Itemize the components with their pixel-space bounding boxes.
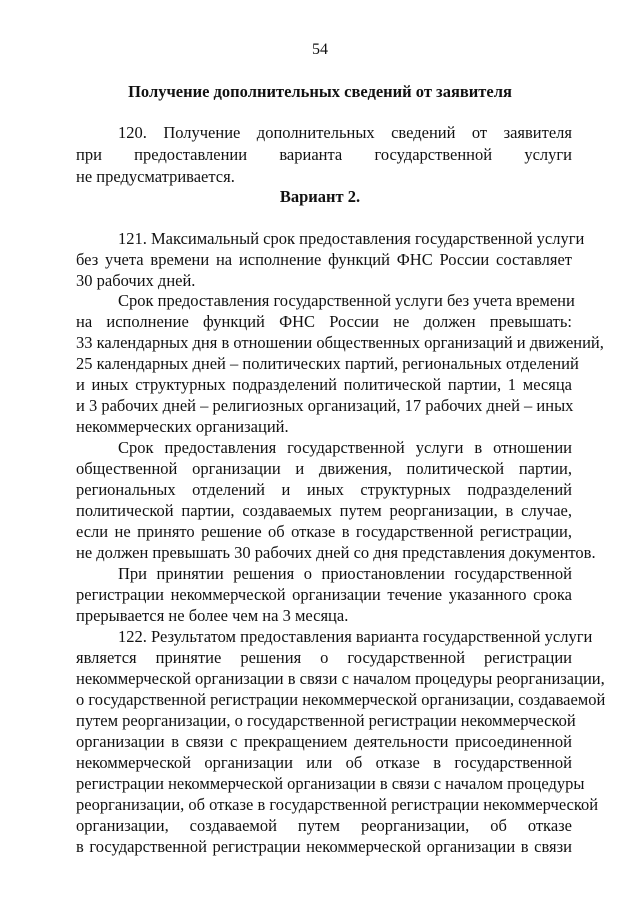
text-line: при предоставлении варианта государственной услуги	[76, 145, 572, 164]
text-line: При принятии решения о приостановлении государственной	[118, 564, 572, 583]
variant-heading: Вариант 2.	[279, 187, 361, 206]
page-number: 54	[312, 41, 328, 58]
text-line: на исполнение функций ФНС России не должен превышать:	[76, 312, 572, 331]
text-line: 122. Результатом предоставления варианта государственной услуги	[118, 627, 593, 646]
text-line: некоммерческой организации в связи с началом процедуры реорганизации,	[76, 669, 605, 688]
text-line: 33 календарных дня в отношении общественных организаций и движений,	[76, 333, 604, 352]
text-line: некоммерческой организации или об отказе в государственной	[76, 753, 572, 772]
text-line: без учета времени на исполнение функций ФНС России составляет	[76, 250, 572, 269]
section-heading: Получение дополнительных сведений от заявителя	[128, 82, 512, 101]
text-line: общественной организации и движения, политической партии,	[76, 459, 572, 478]
text-line: не должен превышать 30 рабочих дней со дня представления документов.	[76, 543, 596, 562]
text-line: реорганизации, об отказе в государственной регистрации некоммерческой	[76, 795, 599, 814]
text-line: не предусматривается.	[76, 167, 235, 186]
text-line: политической партии, создаваемых путем реорганизации, в случае,	[76, 501, 572, 520]
text-line: является принятие решения о государственной регистрации	[76, 648, 572, 667]
text-line: 25 календарных дней – политических партий, региональных отделений	[76, 354, 579, 373]
text-line: и 3 рабочих дней – религиозных организаций, 17 рабочих дней – иных	[76, 396, 574, 415]
text-line: регистрации некоммерческой организации в связи с началом процедуры	[76, 774, 585, 793]
text-line: 121. Максимальный срок предоставления государственной услуги	[118, 229, 585, 248]
text-line: если не принято решение об отказе в государственной регистрации,	[76, 522, 572, 541]
text-line: Срок предоставления государственной услуги без учета времени	[118, 291, 575, 310]
text-line: регистрации некоммерческой организации течение указанного срока	[76, 585, 572, 604]
text-line: организации в связи с прекращением деятельности присоединенной	[76, 732, 572, 751]
text-line: Срок предоставления государственной услуги в отношении	[118, 438, 572, 457]
text-line: и иных структурных подразделений политической партии, 1 месяца	[76, 375, 572, 394]
text-line: прерывается не более чем на 3 месяца.	[76, 606, 349, 625]
text-line: некоммерческих организаций.	[76, 417, 289, 436]
text-line: в государственной регистрации некоммерческой организации в связи	[76, 837, 572, 856]
text-line: 120. Получение дополнительных сведений от заявителя	[118, 123, 572, 142]
text-line: о государственной регистрации некоммерческой организации, создаваемой	[76, 690, 606, 709]
text-line: организации, создаваемой путем реорганизации, об отказе	[76, 816, 572, 835]
text-line: 30 рабочих дней.	[76, 271, 196, 290]
text-line: региональных отделений и иных структурных подразделений	[76, 480, 572, 499]
text-line: путем реорганизации, о государственной регистрации некоммерческой	[76, 711, 576, 730]
